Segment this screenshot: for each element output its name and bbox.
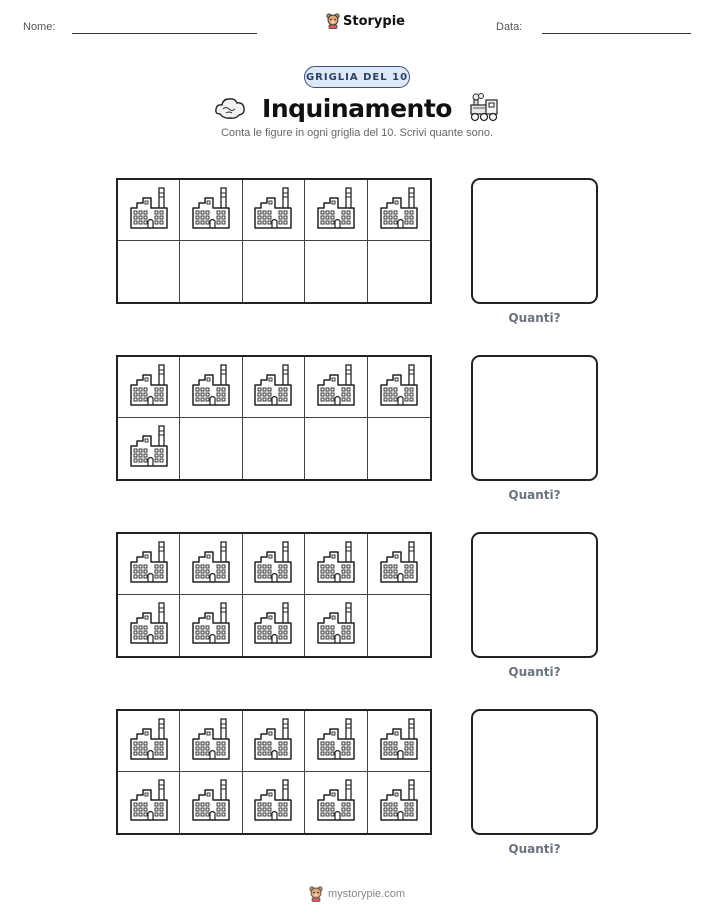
factory-icon (253, 778, 293, 827)
grid-cell (368, 418, 430, 479)
answer-box-2[interactable] (471, 355, 598, 481)
factory-icon (316, 540, 356, 589)
factory-icon (379, 363, 419, 412)
grid-cell (118, 595, 180, 656)
grid-cell (368, 180, 430, 241)
factory-icon (191, 363, 231, 412)
grid-cell (243, 357, 305, 418)
factory-icon (129, 186, 169, 235)
grid-cell (180, 711, 242, 772)
grid-cell (305, 711, 367, 772)
grid-cell (305, 595, 367, 656)
factory-icon (191, 778, 231, 827)
grid-cell (243, 418, 305, 479)
answer-box-4[interactable] (471, 709, 598, 835)
grid-cell (368, 357, 430, 418)
footer (0, 886, 714, 902)
worksheet-badge: GRIGLIA DEL 10 (304, 66, 410, 88)
factory-icon (316, 363, 356, 412)
grid-cell (180, 595, 242, 656)
factory-icon (253, 601, 293, 650)
steam-train-icon (468, 93, 500, 123)
bear-mascot-icon (326, 13, 340, 29)
grid-cell (368, 772, 430, 833)
grid-cell (118, 180, 180, 241)
grid-cell (180, 241, 242, 302)
grid-cell (180, 180, 242, 241)
factory-icon (129, 601, 169, 650)
ten-frame-grid-1 (116, 178, 432, 304)
factory-icon (379, 186, 419, 235)
grid-cell (243, 711, 305, 772)
factory-icon (129, 424, 169, 473)
factory-icon (379, 540, 419, 589)
grid-cell (180, 357, 242, 418)
grid-cell (243, 180, 305, 241)
grid-cell (368, 241, 430, 302)
grid-cell (243, 772, 305, 833)
grid-cell (118, 418, 180, 479)
grid-cell (305, 357, 367, 418)
date-label: Data: (496, 21, 523, 33)
grid-cell (243, 241, 305, 302)
factory-icon (316, 717, 356, 766)
name-label: Nome: (23, 21, 56, 33)
footer-url: mystorypie.com (327, 888, 406, 900)
grid-cell (305, 180, 367, 241)
factory-icon (129, 363, 169, 412)
date-line[interactable] (542, 33, 691, 34)
ten-frame-grid-2 (116, 355, 432, 481)
factory-icon (129, 540, 169, 589)
bear-mascot-icon (309, 886, 323, 902)
grid-cell (180, 534, 242, 595)
brand-logo (326, 13, 405, 29)
grid-cell (180, 772, 242, 833)
grid-cell (368, 711, 430, 772)
grid-cell (305, 418, 367, 479)
factory-icon (191, 540, 231, 589)
factory-icon (316, 186, 356, 235)
factory-icon (379, 717, 419, 766)
grid-cell (118, 357, 180, 418)
ten-frame-grid-4 (116, 709, 432, 835)
factory-icon (253, 186, 293, 235)
factory-icon (253, 717, 293, 766)
grid-cell (118, 772, 180, 833)
title-row (0, 88, 714, 128)
grid-cell (118, 241, 180, 302)
grid-cell (180, 418, 242, 479)
factory-icon (129, 717, 169, 766)
grid-cell (118, 534, 180, 595)
factory-icon (316, 601, 356, 650)
factory-icon (379, 778, 419, 827)
factory-icon (253, 363, 293, 412)
grid-cell (368, 534, 430, 595)
name-line[interactable] (72, 33, 257, 34)
ten-frame-grid-3 (116, 532, 432, 658)
factory-icon (191, 717, 231, 766)
answer-box-1[interactable] (471, 178, 598, 304)
grid-cell (243, 595, 305, 656)
answer-label-3: Quanti? (508, 665, 561, 679)
smog-cloud-icon (214, 94, 246, 122)
factory-icon (129, 778, 169, 827)
grid-cell (305, 241, 367, 302)
grid-cell (305, 772, 367, 833)
brand-name: Storypie (343, 13, 405, 29)
factory-icon (316, 778, 356, 827)
factory-icon (191, 186, 231, 235)
instructions: Conta le figure in ogni griglia del 10. Scrivi quante sono. (220, 127, 494, 139)
answer-label-1: Quanti? (508, 311, 561, 325)
page-title: Inquinamento (262, 93, 452, 123)
answer-box-3[interactable] (471, 532, 598, 658)
answer-label-4: Quanti? (508, 842, 561, 856)
answer-label-2: Quanti? (508, 488, 561, 502)
grid-cell (368, 595, 430, 656)
grid-cell (305, 534, 367, 595)
grid-cell (118, 711, 180, 772)
factory-icon (191, 601, 231, 650)
grid-cell (243, 534, 305, 595)
factory-icon (253, 540, 293, 589)
